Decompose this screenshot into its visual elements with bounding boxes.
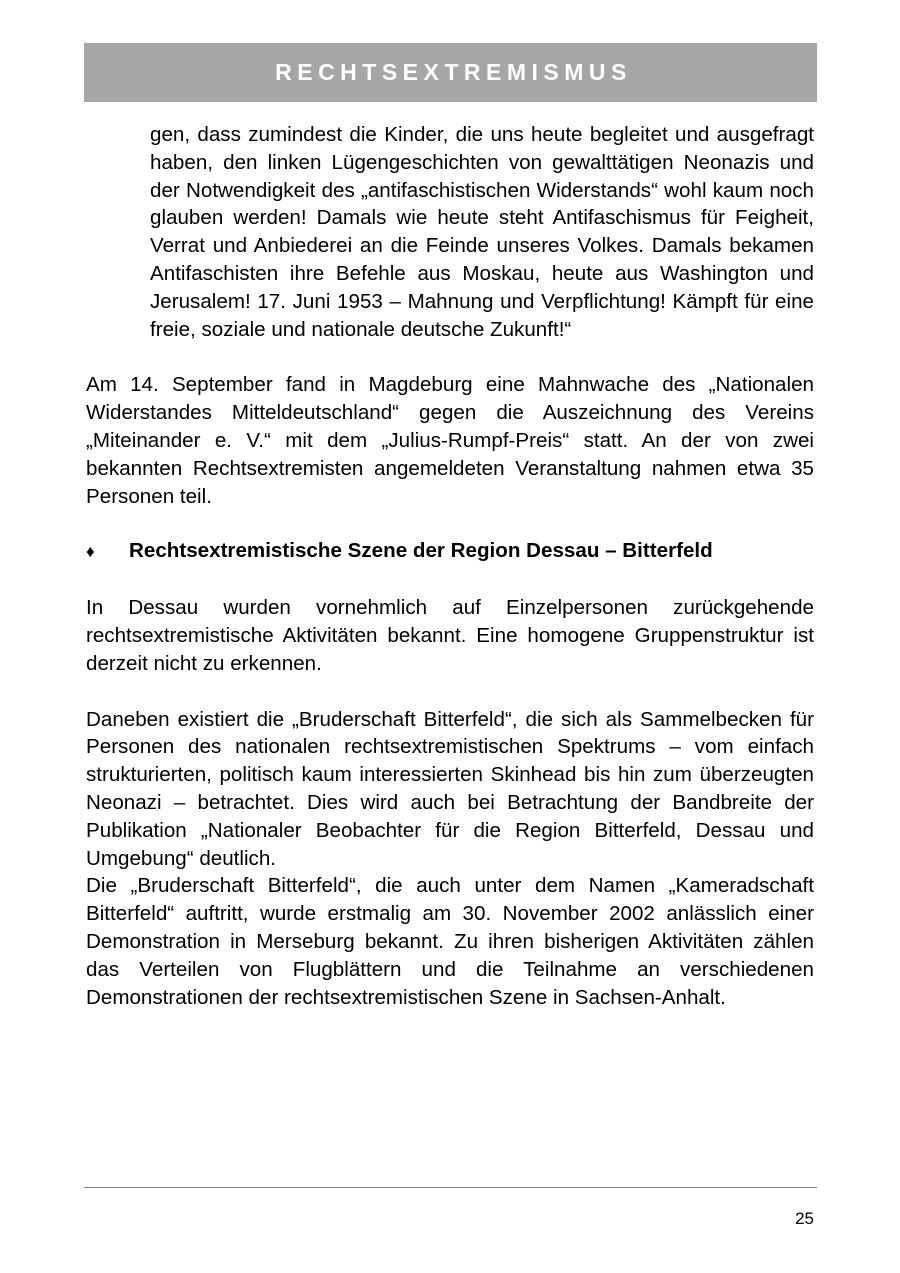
page-number: 25 [795,1209,814,1228]
chapter-header-bar [84,43,817,102]
quote-paragraph: gen, dass zumindest die Kinder, die uns heute begleitet und ausgefragt haben, den linken Lügengeschichten von gewalttätigen Neonazis und der Notwendigkeit des „antifaschistischen Widerstands“ wohl kaum noch glauben werden! Damals wie heute steht Antifaschismus für Feigheit, Verrat und Anbiederei an die Feinde unseres Volkes. Damals bekamen Antifaschisten ihre Befehle aus Moskau, heute aus Washington und Jerusalem! 17. Juni 1953 – Mahnung und Verpflichtung! Kämpft für eine freie, soziale und nationale deutsche Zukunft!“ [150,123,814,341]
paragraph-bruderschaft-intro: Daneben existiert die „Bruderschaft Bitterfeld“, die sich als Sammelbecken für Personen des nationalen rechtsextremistischen Spektrums – vom einfach strukturierten, politisch kaum interessierten Skinhead bis hin zum überzeugten Neonazi – betrachtet. Dies wird auch bei Betrachtung der Bandbreite der Publikation „Nationaler Beobachter für die Region Bitterfeld, Dessau und Umgebung“ deutlich. [86,707,814,870]
paragraph-magdeburg: Am 14. September fand in Magdeburg eine Mahnwache des „Nationalen Widerstandes Mitteldeutschland“ gegen die Auszeichnung des Vereins „Miteinander e. V.“ mit dem „Julius-Rumpf-Preis“ statt. An der von zwei bekannten Rechtsextremisten angemeldeten Veranstaltung nahmen etwa 35 Personen teil. [86,373,814,508]
diamond-bullet-icon: ♦ [86,542,95,562]
page-body [86,121,814,1011]
section-heading-text: Rechtsextremistische Szene der Region Dessau – Bitterfeld [129,539,713,563]
footer-divider [84,1187,817,1188]
paragraph-dessau: In Dessau wurden vornehmlich auf Einzelpersonen zurückgehende rechtsextremistische Aktivitäten bekannt. Eine homogene Gruppenstruktur ist derzeit nicht zu erkennen. [86,596,814,675]
chapter-title: RECHTSEXTREMISMUS [275,59,632,85]
paragraph-bruderschaft-details: Die „Bruderschaft Bitterfeld“, die auch unter dem Namen „Kameradschaft Bitterfeld“ auftritt, wurde erstmalig am 30. November 2002 anlässlich einer Demonstration in Merseburg bekannt. Zu ihren bisherigen Aktivitäten zählen das Verteilen von Flugblättern und die Teilnahme an verschiedenen Demonstrationen der rechtsextremistischen Szene in Sachsen-Anhalt. [86,874,814,1009]
section-heading [86,537,814,566]
